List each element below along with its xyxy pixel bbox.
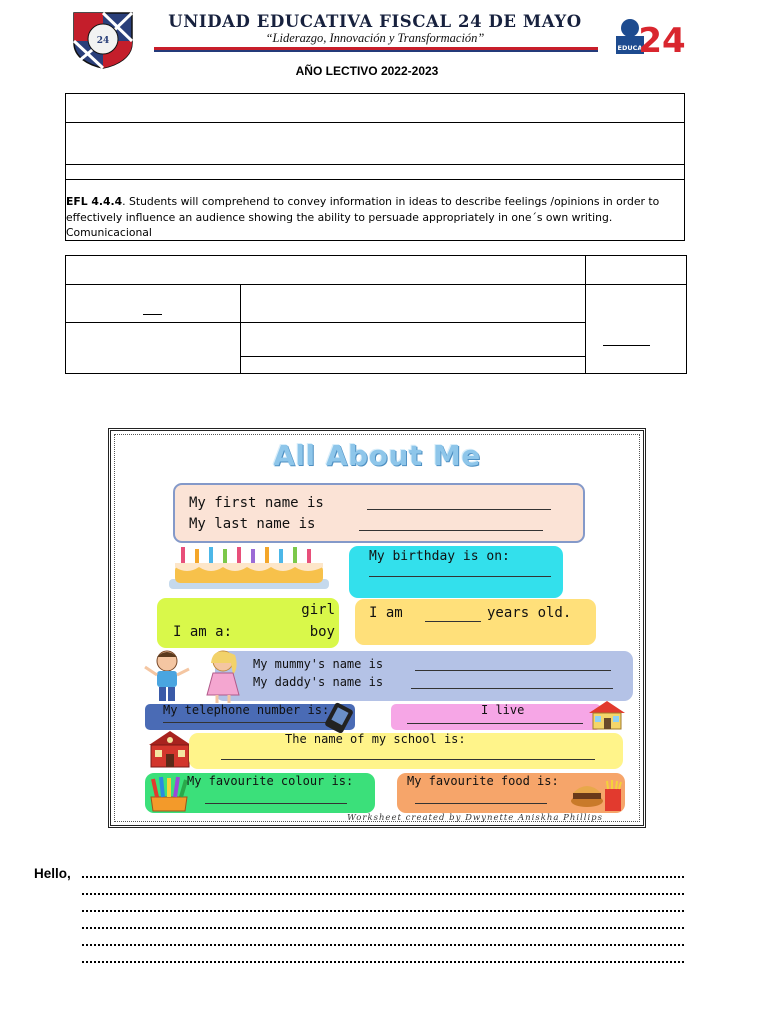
objective-code: EFL 4.4.4 xyxy=(66,195,123,208)
parents-box xyxy=(215,651,633,701)
school-label: The name of my school is: xyxy=(285,732,466,746)
girl-option: girl xyxy=(301,602,335,618)
writing-line xyxy=(82,944,684,946)
table-rule xyxy=(240,356,586,357)
table-rule xyxy=(65,122,685,123)
mummy-line xyxy=(415,670,611,671)
first-name-label: My first name is xyxy=(189,495,324,511)
writing-line xyxy=(82,961,684,963)
birthday-cake-icon xyxy=(159,543,339,595)
children-illustration xyxy=(139,649,259,705)
favourite-colour-line xyxy=(205,803,347,804)
mobile-phone-icon xyxy=(323,703,357,733)
table-rule xyxy=(65,164,685,165)
daddy-line xyxy=(411,688,613,689)
favourite-food-label: My favourite food is: xyxy=(407,774,559,788)
age-label-before: I am xyxy=(369,605,403,621)
school-crest-logo xyxy=(68,9,138,69)
writing-line xyxy=(82,927,684,929)
birthday-box xyxy=(349,546,563,598)
favourite-food-line xyxy=(415,803,547,804)
boy-option: boy xyxy=(309,624,335,640)
all-about-me-worksheet xyxy=(108,428,646,828)
birthday-line xyxy=(369,576,551,577)
writing-line xyxy=(82,910,684,912)
age-label-after: years old. xyxy=(487,605,572,621)
live-line xyxy=(407,723,583,724)
favourite-colour-label: My favourite colour is: xyxy=(187,774,354,788)
greeting-label: Hello, xyxy=(34,866,71,881)
educa-24-logo xyxy=(614,16,686,61)
age-line xyxy=(425,621,481,622)
learning-objective xyxy=(66,194,682,241)
worksheet-title: All About Me xyxy=(273,439,481,472)
table-rule xyxy=(65,284,687,285)
blank-line xyxy=(143,314,162,315)
school-motto: “Liderazgo, Innovación y Transformación” xyxy=(265,31,485,45)
blank-line xyxy=(603,345,650,346)
svg-text:EDUCA: EDUCA xyxy=(617,44,643,52)
telephone-line xyxy=(163,722,339,723)
svg-text:24: 24 xyxy=(96,36,110,46)
worksheet-credit: Worksheet created by Dwynette Aniskha Phillips xyxy=(347,813,603,823)
live-label: I live xyxy=(481,703,525,717)
objective-value: Comunicacional xyxy=(66,226,152,239)
table-rule xyxy=(65,179,685,180)
i-am-a-label: I am a: xyxy=(173,624,233,640)
fast-food-icon xyxy=(567,779,629,815)
table-rule xyxy=(65,322,586,323)
last-name-label: My last name is xyxy=(189,516,316,532)
school-name: UNIDAD EDUCATIVA FISCAL 24 DE MAYO xyxy=(168,12,582,31)
name-box xyxy=(173,483,585,543)
daddy-label: My daddy's name is xyxy=(253,675,384,689)
school-line xyxy=(221,759,595,760)
writing-line xyxy=(82,893,684,895)
objective-text: . Students will comprehend to convey information in ideas to describe feelings /opinions in order to effectively influence an audience showing the ability to persuade appropriately in one´s own writing. xyxy=(66,195,660,224)
house-icon xyxy=(585,699,629,731)
last-name-line xyxy=(359,530,543,531)
school-box xyxy=(189,733,623,769)
school-building-icon xyxy=(145,729,195,769)
writing-line xyxy=(82,876,684,878)
telephone-label: My telephone number is: xyxy=(163,703,330,717)
svg-text:24: 24 xyxy=(638,21,686,61)
school-year: AÑO LECTIVO 2022-2023 xyxy=(295,64,439,78)
birthday-label: My birthday is on: xyxy=(369,549,510,564)
first-name-line xyxy=(367,509,551,510)
table-rule xyxy=(585,255,586,374)
gender-box xyxy=(157,598,339,648)
live-box xyxy=(391,704,601,730)
age-box xyxy=(355,599,596,645)
header-rule-blue xyxy=(154,50,598,52)
crayons-icon xyxy=(145,775,193,815)
table-rule xyxy=(240,284,241,374)
mummy-label: My mummy's name is xyxy=(253,657,384,671)
